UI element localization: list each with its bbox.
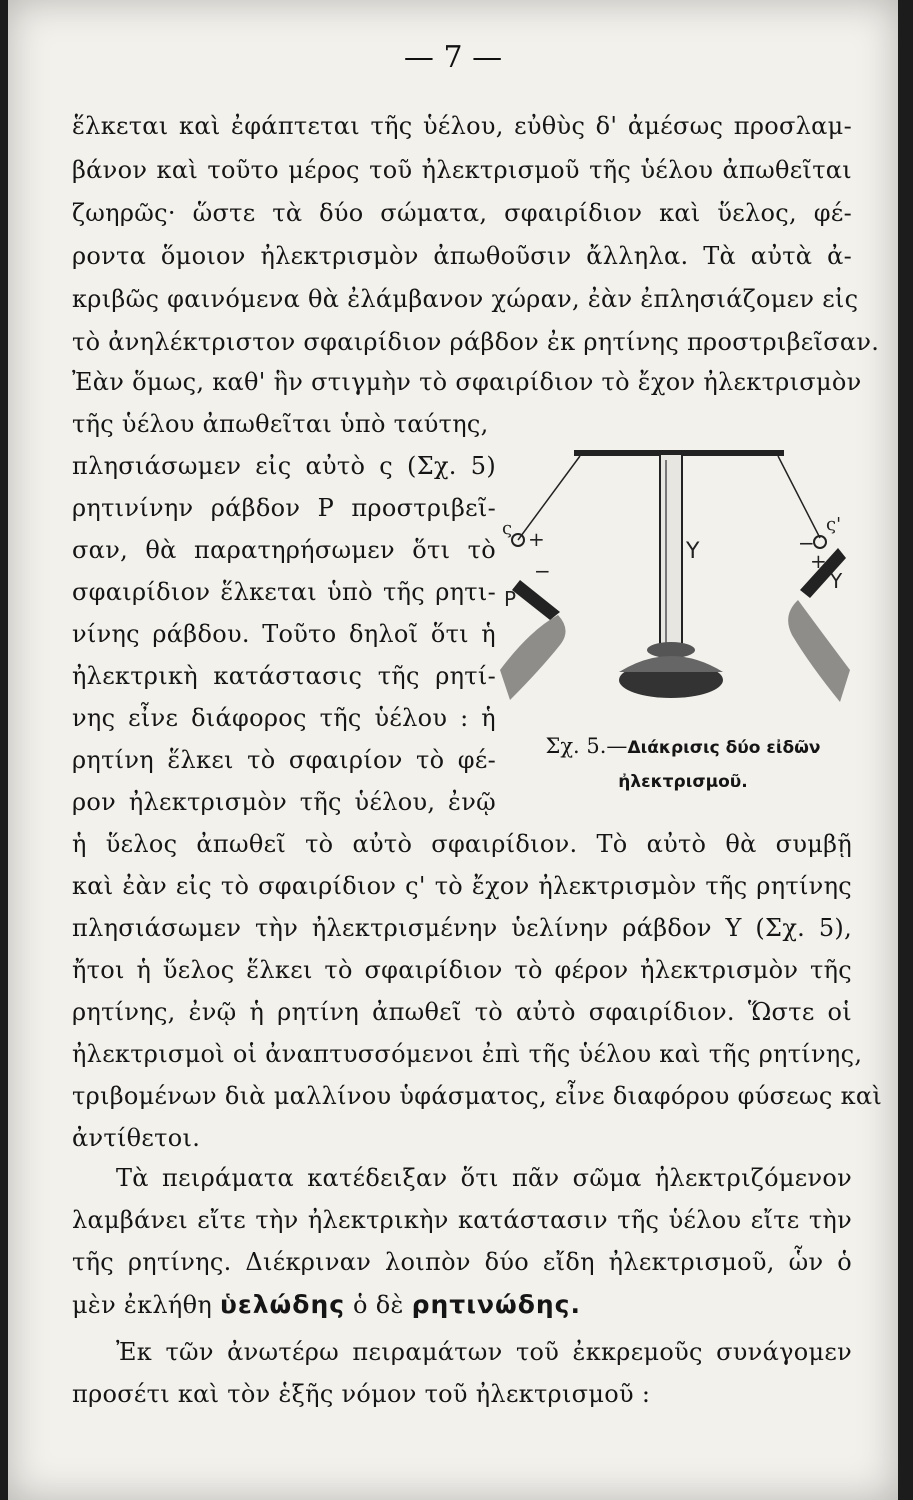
text-line: ρητίνη ἕλκει τὸ σφαιρίον τὸ φέ-: [72, 746, 496, 774]
label-right-minus: −: [798, 531, 815, 555]
text-line: ρητινίνην ράβδον Ρ προστριβεῖ-: [72, 494, 496, 522]
text-line: ἠλεκτρικὴ κατάστασις τῆς ρητί-: [72, 662, 496, 690]
text-line: πλησιάσωμεν τὴν ἠλεκτρισμένην ὑελίνην ράβδον Υ (Σχ. 5),: [72, 914, 852, 942]
page-number: — 7 —: [403, 40, 503, 75]
text-line: ρον ἠλεκτρισμὸν τῆς ὑέλου, ἐνῷ: [72, 788, 496, 816]
text-line: ἕλκεται καὶ ἐφάπτεται τῆς ὑέλου, εὐθὺς δ' ἀμέσως προσλαμ-: [72, 112, 852, 140]
text-line: ἀντίθετοι.: [72, 1124, 201, 1152]
term-retinodes: ρητινώδης.: [411, 1290, 581, 1319]
caption-title: Διάκρισις δύο εἰδῶν: [627, 738, 821, 758]
text-fragment: μὲν ἐκλήθη: [72, 1291, 212, 1319]
text-line: τριβομένων διὰ μαλλίνου ὑφάσματος, εἶνε διαφόρου φύσεως καὶ: [72, 1082, 883, 1110]
label-rod-right: Y: [830, 569, 843, 593]
label-rod-left: P: [504, 587, 517, 611]
text-fragment: ὁ δὲ: [353, 1291, 404, 1319]
label-right-ball: ς': [826, 514, 842, 535]
text-line: Τὰ πειράματα κατέδειξαν ὅτι πᾶν σῶμα ἠλεκτριζόμενον: [116, 1164, 852, 1192]
right-hand: [788, 600, 850, 702]
text-line: σαν, θὰ παρατηρήσωμεν ὅτι τὸ: [72, 536, 496, 564]
text-line: λαμβάνει εἴτε τὴν ἠλεκτρικὴν κατάστασιν τῆς ὑέλου εἴτε τὴν: [72, 1206, 852, 1234]
label-right-plus: +: [810, 549, 827, 573]
electroscope-figure: [500, 440, 850, 740]
label-left-ball: ς: [502, 518, 513, 539]
figure-caption: [508, 730, 858, 798]
text-line: νης εἶνε διάφορος τῆς ὑέλου : ἡ: [72, 704, 496, 732]
text-line: ἡ ὕελος ἀπωθεῖ τὸ αὐτὸ σφαιρίδιον. Τὸ αὐτὸ θὰ συμβῇ: [72, 830, 852, 858]
resin-rod: [512, 580, 560, 620]
caption-title-cont: ἠλεκτρισμοῦ.: [618, 772, 748, 792]
text-line: ἠλεκτρισμοὶ οἱ ἀναπτυσσόμενοι ἐπὶ τῆς ὑέλου καὶ τῆς ρητίνης,: [72, 1040, 863, 1068]
caption-number: Σχ. 5.—: [545, 734, 628, 758]
left-hand: [500, 615, 566, 700]
book-page: [8, 0, 898, 1500]
term-hyalodes: ὑελώδης: [219, 1290, 346, 1319]
text-line: Ἐκ τῶν ἀνωτέρω πειραμάτων τοῦ ἐκκρεμοῦς συνάγομεν: [116, 1338, 852, 1366]
text-line: καὶ ἐὰν εἰς τὸ σφαιρίδιον ς' τὸ ἔχον ἠλεκτρισμὸν τῆς ρητίνης: [72, 872, 852, 900]
text-line-terms: [72, 1290, 852, 1319]
label-left-plus: +: [528, 527, 545, 551]
right-thread: [778, 456, 820, 538]
text-line: ἤτοι ἡ ὕελος ἕλκει τὸ σφαιρίδιον τὸ φέρον ἠλεκτρισμὸν τῆς: [72, 956, 852, 984]
text-line: σφαιρίδιον ἕλκεται ὑπὸ τῆς ρητι-: [72, 578, 496, 606]
text-line: βάνον καὶ τοῦτο μέρος τοῦ ἠλεκτρισμοῦ τῆς ὑέλου ἀπωθεῖται: [72, 156, 852, 184]
glass-column: [660, 454, 682, 654]
column-collar: [647, 642, 695, 658]
text-line: ζωηρῶς· ὥστε τὰ δύο σώματα, σφαιρίδιον καὶ ὕελος, φέ-: [72, 199, 852, 227]
text-line: κριβῶς φαινόμενα θὰ ἐλάμβανον χώραν, ἐὰν ἐπλησιάζομεν εἰς: [72, 285, 859, 313]
label-left-minus: −: [534, 559, 551, 583]
text-line: πλησιάσωμεν εἰς αὐτὸ ς (Σχ. 5): [72, 452, 496, 480]
text-line: ροντα ὅμοιον ἠλεκτρισμὸν ἀπωθοῦσιν ἄλληλα. Τὰ αὐτὰ ἀ-: [72, 242, 852, 270]
text-line: ρητίνης, ἐνῷ ἡ ρητίνη ἀπωθεῖ τὸ αὐτὸ σφαιρίδιον. Ὥστε οἱ: [72, 998, 852, 1026]
text-line: τῆς ὑέλου ἀπωθεῖται ὑπὸ ταύτης,: [72, 410, 489, 438]
text-line: τῆς ρητίνης. Διέκριναν λοιπὸν δύο εἴδη ἠλεκτρισμοῦ, ὧν ὁ: [72, 1248, 852, 1276]
text-line: Ἐὰν ὅμως, καθ' ἣν στιγμὴν τὸ σφαιρίδιον τὸ ἔχον ἠλεκτρισμὸν: [72, 368, 862, 396]
text-line: προσέτι καὶ τὸν ἑξῆς νόμον τοῦ ἠλεκτρισμοῦ :: [72, 1380, 651, 1408]
text-line: νίνης ράβδου. Τοῦτο δηλοῖ ὅτι ἡ: [72, 620, 496, 648]
label-stand: Y: [686, 539, 700, 564]
text-line: τὸ ἀνηλέκτριστον σφαιρίδιον ράβδον ἐκ ρητίνης προστριβεῖσαν.: [72, 328, 880, 356]
